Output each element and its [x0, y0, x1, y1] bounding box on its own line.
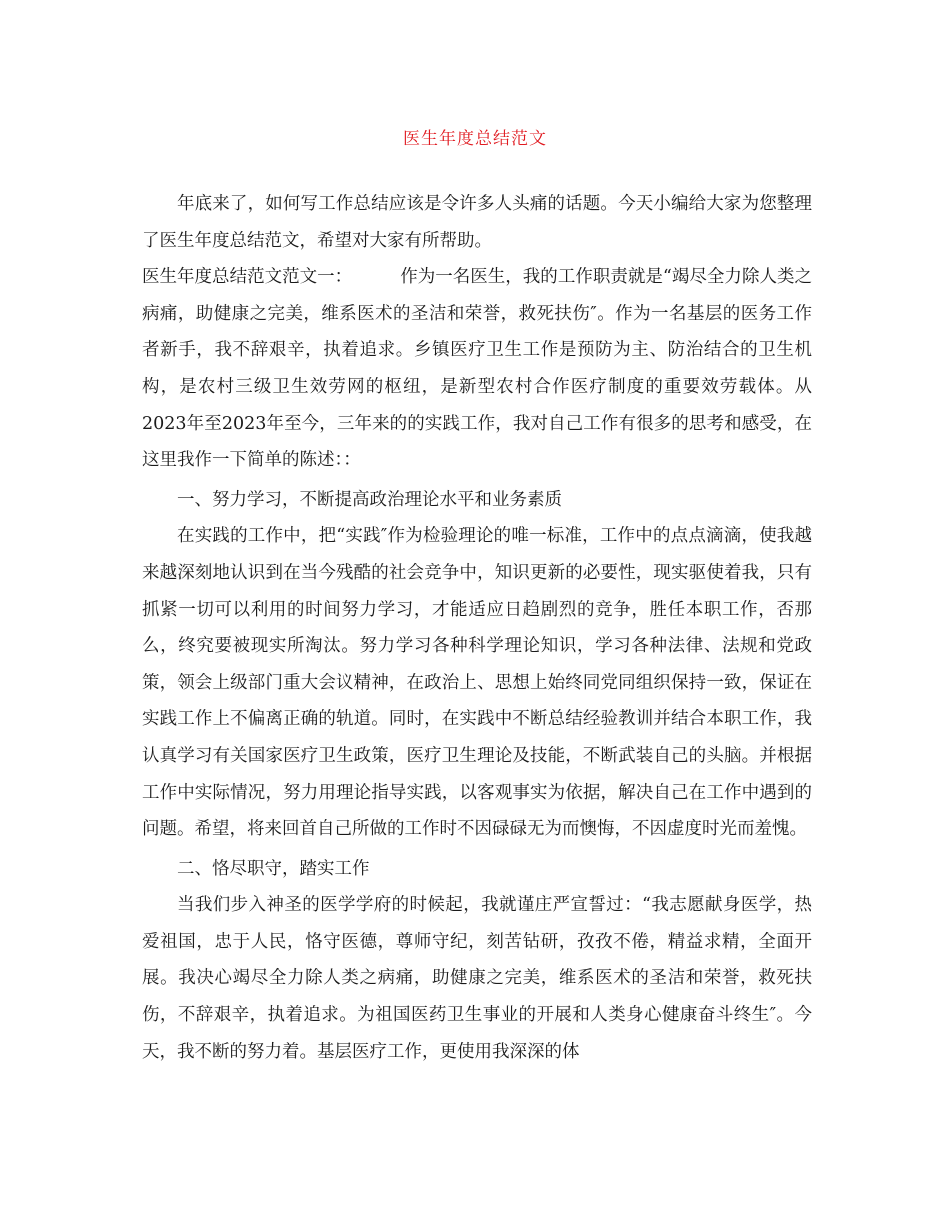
intro-paragraph: 年底来了，如何写工作总结应该是令许多人头痛的话题。今天小编给大家为您整理了医生年度总结范文，希望对大家有所帮助。: [142, 194, 812, 251]
section-heading-1: 一、努力学习，不断提高政治理论水平和业务素质: [177, 489, 562, 510]
section-heading-2: 二、恪尽职守，踏实工作: [177, 858, 370, 879]
document-title: 医生年度总结范文: [403, 129, 547, 149]
document-body: [142, 186, 812, 1070]
section-body-2: 当我们步入神圣的医学学府的时候起，我就谨庄严宣誓过：“我志愿献身医学，热爱祖国，忠于人民，恪守医德，尊师守纪，刻苦钻研，孜孜不倦，精益求精，全面开展。我决心竭尽全力除人类之病痛，助健康之完美，维系医术的圣洁和荣誉，救死扶伤，不辞艰辛，执着追求。为祖国医药卫生事业的开展和人类身心健康奋斗终生″。今天，我不断的努力着。基层医疗工作，更使用我深深的体: [142, 895, 812, 1062]
sample-label: 医生年度总结范文范文一：: [142, 267, 353, 288]
sample-first-paragraph: 作为一名医生，我的工作职责就是“竭尽全力除人类之病痛，助健康之完美，维系医术的圣洁和荣誉，救死扶伤″。作为一名基层的医务工作者新手，我不辞艰辛，执着追求。乡镇医疗卫生工作是预防为主、防治结合的卫生机构，是农村三级卫生效劳网的枢纽，是新型农村合作医疗制度的重要效劳载体。从2023年至2023年至今，三年来的的实践工作，我对自己工作有很多的思考和感受，在这里我作一下简单的陈述：：: [142, 267, 812, 471]
sample-paragraph: [142, 259, 812, 479]
section-body-1: 在实践的工作中，把“实践″作为检验理论的唯一标准，工作中的点点滴滴，使我越来越深刻地认识到在当今残酷的社会竞争中，知识更新的必要性，现实驱使着我，只有抓紧一切可以利用的时间努力学习，才能适应日趋剧烈的竞争，胜任本职工作，否那么，终究要被现实所淘汰。努力学习各种科学理论知识，学习各种法律、法规和党政策，领会上级部门重大会议精神，在政治上、思想上始终同党同组织保持一致，保证在实践工作上不偏离正确的轨道。同时，在实践中不断总结经验教训并结合本职工作，我认真学习有关国家医疗卫生政策，医疗卫生理论及技能，不断武装自己的头脑。并根据工作中实际情况，努力用理论指导实践，以客观事实为依据，解决自己在工作中遇到的问题。希望，将来回首自己所做的工作时不因碌碌无为而懊悔，不因虚度时光而羞愧。: [142, 526, 812, 840]
